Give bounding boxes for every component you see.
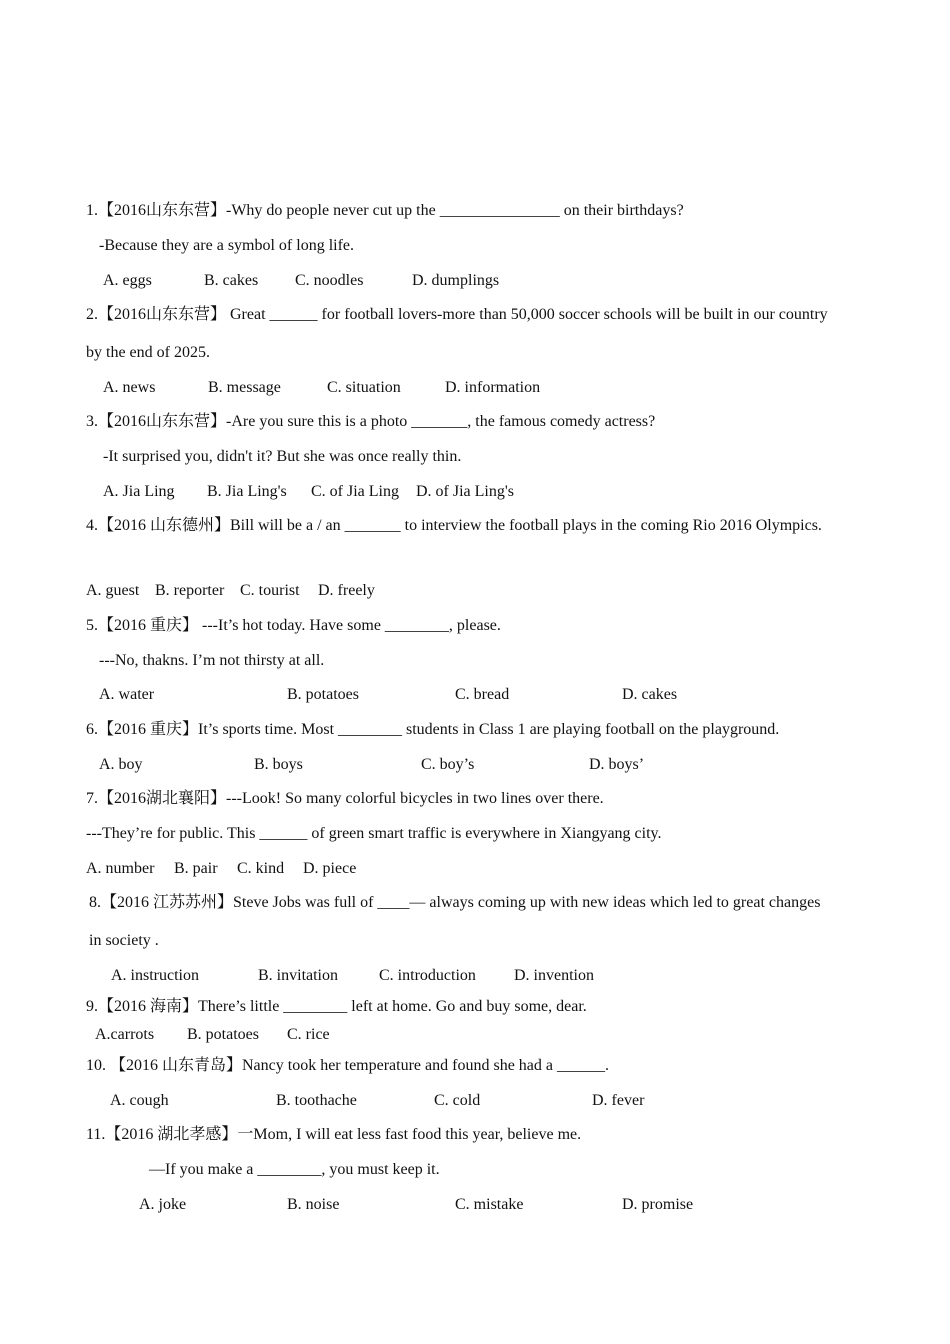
q1-option-b[interactable]: B. cakes [204,272,259,289]
q8-option-b[interactable]: B. invitation [258,967,338,984]
q7-option-d[interactable]: D. piece [303,860,357,877]
q10-number: 10. [86,1057,106,1074]
q10-option-a[interactable]: A. cough [110,1092,169,1109]
q3-option-d[interactable]: D. of Jia Ling's [416,483,514,500]
q6-option-c[interactable]: C. boy’s [421,756,475,773]
q7-option-c[interactable]: C. kind [237,860,285,877]
q5-number: 5. [86,617,98,634]
q8-option-a[interactable]: A. instruction [111,967,199,984]
q11-line-2: —If you make a ________, you must keep it. [149,1161,440,1178]
q1-option-a[interactable]: A. eggs [103,272,152,289]
q7-line-1: 【2016湖北襄阳】---Look! So many colorful bicycles in two lines over there. [98,790,604,807]
q4-stem [86,516,822,536]
q9-line-1: 【2016 海南】There’s little ________ left at home. Go and buy some, dear. [98,998,587,1015]
q2-line-1: 【2016山东东营】 Great ______ for football lovers-more than 50,000 soccer schools will be built in our country [98,306,828,323]
q11-option-b[interactable]: B. noise [287,1196,340,1213]
q11-line-1: 【2016 湖北孝感】一Mom, I will eat less fast food this year, believe me. [105,1126,582,1143]
q5-option-b[interactable]: B. potatoes [287,686,359,703]
q3-line-2: -It surprised you, didn't it? But she was once really thin. [103,448,462,465]
q4-option-b[interactable]: B. reporter [155,582,225,599]
q8-number: 8. [89,894,101,911]
q2-line-2: by the end of 2025. [86,344,210,361]
q7-line-2: ---They’re for public. This ______ of green smart traffic is everywhere in Xiangyang city. [86,825,662,842]
q10-option-b[interactable]: B. toothache [276,1092,357,1109]
q5-stem [86,616,501,636]
q8-line-2: in society . [89,932,159,949]
q11-option-c[interactable]: C. mistake [455,1196,524,1213]
q7-option-a[interactable]: A. number [86,860,155,877]
q6-number: 6. [86,721,98,738]
q2-option-d[interactable]: D. information [445,379,541,396]
q1-line-2: -Because they are a symbol of long life. [99,237,355,254]
q5-option-c[interactable]: C. bread [455,686,510,703]
q9-number: 9. [86,998,98,1015]
q1-line-1: 【2016山东东营】-Why do people never cut up the _______________ on their birthdays? [98,202,684,219]
q2-number: 2. [86,306,98,323]
q10-option-d[interactable]: D. fever [592,1092,645,1109]
q6-line-1: 【2016 重庆】It’s sports time. Most ________ students in Class 1 are playing football on the playground. [98,721,780,738]
q6-option-b[interactable]: B. boys [254,756,303,773]
q3-option-c[interactable]: C. of Jia Ling [311,483,399,500]
q3-stem [86,412,655,432]
q11-option-a[interactable]: A. joke [139,1196,187,1213]
q8-option-d[interactable]: D. invention [514,967,594,984]
q1-stem [86,201,684,221]
q6-option-d[interactable]: D. boys’ [589,756,645,773]
q3-line-1: 【2016山东东营】-Are you sure this is a photo _______, the famous comedy actress? [98,413,656,430]
q2-option-a[interactable]: A. news [103,379,156,396]
q8-line-1: 【2016 江苏苏州】Steve Jobs was full of ____— always coming up with new ideas which led to great changes [101,894,821,911]
q1-option-d[interactable]: D. dumplings [412,272,500,289]
q4-option-a[interactable]: A. guest [86,582,140,599]
q6-option-a[interactable]: A. boy [99,756,143,773]
q3-number: 3. [86,413,98,430]
q2-option-b[interactable]: B. message [208,379,281,396]
q1-option-c[interactable]: C. noodles [295,272,364,289]
q3-option-b[interactable]: B. Jia Ling's [207,483,287,500]
q9-option-b[interactable]: B. potatoes [187,1026,259,1043]
q9-option-c[interactable]: C. rice [287,1026,330,1043]
q10-line-1: 【2016 山东青岛】Nancy took her temperature and found she had a ______. [110,1057,609,1074]
q10-option-c[interactable]: C. cold [434,1092,481,1109]
q6-stem [86,720,779,740]
q11-stem [86,1125,581,1145]
q7-stem [86,789,604,809]
q5-line-2: ---No, thakns. I’m not thirsty at all. [99,652,325,669]
q11-number: 11. [86,1126,106,1143]
q8-option-c[interactable]: C. introduction [379,967,476,984]
q9-stem [86,997,587,1017]
q4-option-d[interactable]: D. freely [318,582,375,599]
q8-stem [89,893,820,913]
q7-option-b[interactable]: B. pair [174,860,218,877]
q5-line-1: 【2016 重庆】 ---It’s hot today. Have some ________, please. [98,617,501,634]
q2-option-c[interactable]: C. situation [327,379,401,396]
q7-number: 7. [86,790,98,807]
q4-number: 4. [86,517,98,534]
q3-option-a[interactable]: A. Jia Ling [103,483,175,500]
q11-option-d[interactable]: D. promise [622,1196,694,1213]
q9-option-a[interactable]: A.carrots [95,1026,155,1043]
q5-option-a[interactable]: A. water [99,686,155,703]
q10-stem [86,1056,609,1076]
q5-option-d[interactable]: D. cakes [622,686,678,703]
q4-option-c[interactable]: C. tourist [240,582,300,599]
q1-number: 1. [86,202,98,219]
q2-stem [86,305,828,325]
q4-line-1: 【2016 山东德州】Bill will be a / an _______ to interview the football plays in the coming Rio 2016 Olympics. [98,517,822,534]
